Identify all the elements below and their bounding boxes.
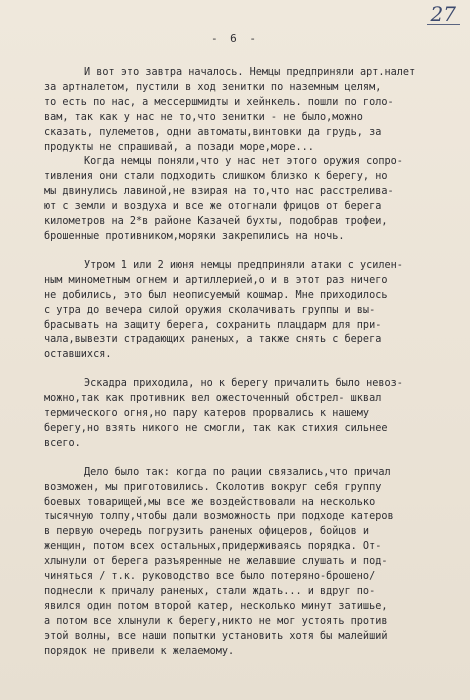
paragraph-3 [44, 259, 458, 363]
paragraph-2 [44, 155, 458, 244]
text-line: можно,так как противник вел ожесточенный обстрел- шквал [44, 393, 382, 405]
text-line: Эскадра приходила, но к берегу причалить было невоз- [84, 378, 403, 390]
body-text [44, 66, 458, 660]
text-line: мы двинулись лавиной,не взирая на то,что нас расстрелива- [44, 186, 394, 198]
paragraph-1 [44, 66, 458, 155]
text-line: то есть по нас, а мессершмидты и хейнкель. пошли по голо- [44, 96, 394, 108]
text-line: Утром 1 или 2 июня немцы предприняли атаки с усилен- [84, 259, 403, 271]
text-line: сказать, пулеметов, одни автоматы,винтовки да грудь, за [44, 126, 382, 138]
text-line: берегу,но взять никого не смогли, так как стихия сильнее [44, 422, 388, 434]
text-line: вам, так как у нас не то,что зенитки - не было,можно [44, 111, 363, 123]
text-line: ным минометным огнем и артиллерией,о и в этот раз ничего [44, 274, 388, 286]
text-line: Дело было так: когда по рации связались,что причал [84, 466, 391, 478]
text-line: И вот это завтра началось. Немцы предприняли арт.налет [84, 67, 416, 78]
text-line: боевых товарищей,мы все же воздействовали на несколько [44, 496, 376, 508]
text-line: а потом все хлынули к берегу,никто не мог устоять против [44, 615, 388, 627]
text-line: всего. [44, 437, 81, 449]
text-line: чала,вывезти страдающих раненых, а также снять с берега [44, 334, 382, 346]
text-line: брасывать на защиту берега, сохранить плацдарм для при- [44, 319, 382, 331]
text-line: тивления они стали подходить слишком близко к берегу, но [44, 171, 388, 183]
text-line: Когда немцы поняли,что у нас нет этого оружия сопро- [84, 156, 403, 168]
text-line: возможен, мы приготовились. Сколотив вокруг себя группу [44, 481, 382, 493]
text-line: явился один потом второй катер, несколько минут затишье, [44, 600, 388, 612]
text-line: поднесли к причалу раненых, стали ждать... и вдруг по- [44, 586, 376, 597]
text-line: этой волны, все наши попытки установить хотя бы малейший [44, 630, 388, 642]
text-line: порядок не привели к желаемому. [44, 645, 235, 657]
text-line: с утра до вечера силой оружия сколачивать группы и вы- [44, 304, 376, 316]
text-line: не добились, это был неописуемый кошмар. Мне приходилось [44, 289, 388, 301]
text-line: термического огня,но пару катеров прорвались к нашему [44, 408, 370, 420]
text-line: брошенные противником,моряки закрепились на ночь. [44, 230, 345, 242]
paragraph-5 [44, 466, 458, 660]
page-number: - 6 - [210, 32, 260, 45]
text-line: ют с земли и воздуха и все же отогнали фрицов от берега [44, 201, 382, 213]
text-line: женщин, потом всех остальных,придерживаясь порядка. От- [44, 541, 382, 553]
handwritten-folio-number: 27 [427, 4, 460, 25]
text-line: оставшихся. [44, 349, 112, 361]
text-line: продукты не спрашивай, а позади море,море... [44, 141, 314, 153]
text-line: тысячную толпу,чтобы дали возможность при подходе катеров [44, 511, 394, 523]
text-line: за артналетом, пустили в ход зенитки по наземным целям, [44, 81, 382, 93]
text-line: в первую очередь погрузить раненых офицеров, бойцов и [44, 526, 370, 538]
text-line: хлынули от берега разъяренные не желавшие слушать и под- [44, 556, 388, 568]
text-line: километров на 2*в районе Казачей бухты, подобрав трофеи, [44, 216, 388, 228]
text-line: чиняться / т.к. руководство все было потеряно-брошено/ [44, 571, 376, 583]
paragraph-4 [44, 377, 458, 452]
